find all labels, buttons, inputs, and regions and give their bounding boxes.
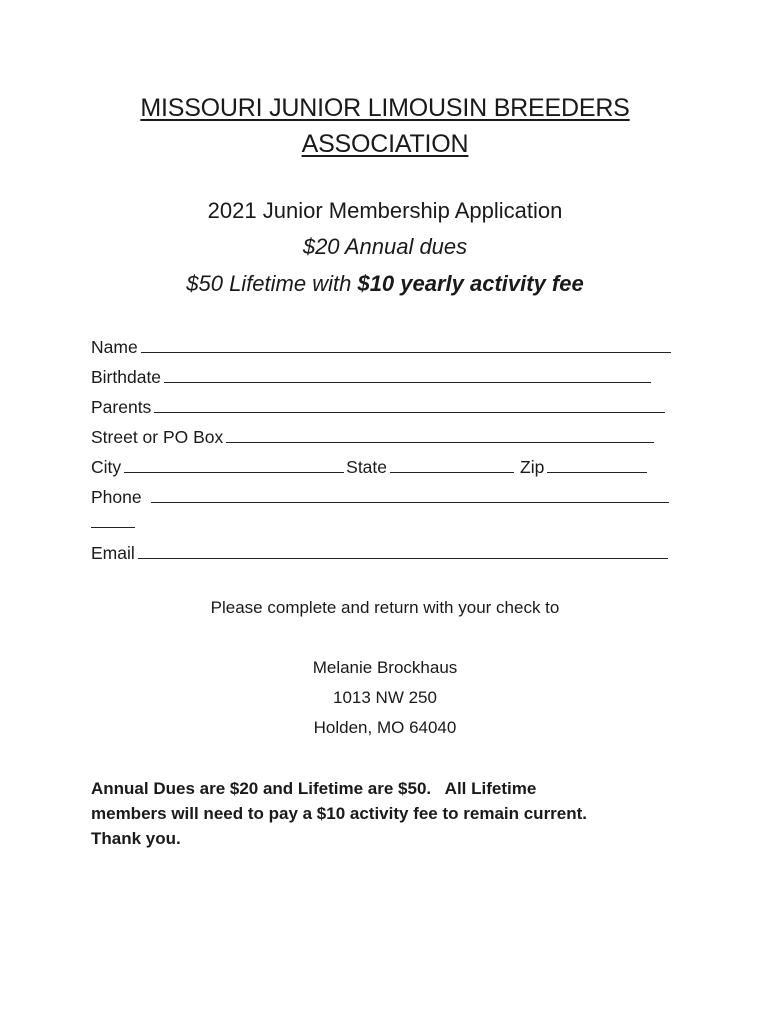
city-label: City — [91, 457, 122, 477]
street-field-row — [91, 427, 654, 448]
mailing-city: Holden, MO 64040 — [313, 718, 457, 737]
email-label: Email — [91, 543, 135, 563]
state-field[interactable] — [390, 458, 514, 473]
birthdate-label: Birthdate — [91, 367, 162, 387]
phone-field-continuation[interactable] — [91, 513, 135, 528]
name-field[interactable] — [141, 338, 671, 353]
lifetime-prefix: $50 Lifetime with — [186, 271, 358, 296]
application-heading: 2021 Junior Membership Application — [207, 198, 563, 223]
mailing-street: 1013 NW 250 — [333, 688, 437, 707]
lifetime-dues-text — [0, 271, 770, 297]
birthdate-field[interactable] — [164, 368, 651, 383]
street-label: Street or PO Box — [91, 427, 224, 447]
state-label: State — [346, 457, 388, 477]
parents-field-row — [91, 397, 665, 418]
zip-label: Zip — [520, 457, 545, 477]
zip-field[interactable] — [547, 458, 647, 473]
phone-field-continuation-row — [91, 513, 135, 528]
street-field[interactable] — [226, 428, 654, 443]
city-field[interactable] — [124, 458, 344, 473]
phone-field[interactable] — [151, 488, 669, 503]
name-field-row — [91, 337, 671, 358]
dues-note — [91, 776, 691, 851]
association-title-line1: MISSOURI JUNIOR LIMOUSIN BREEDERS — [140, 94, 630, 122]
phone-label: Phone — [91, 487, 142, 507]
lifetime-activity-fee: $10 yearly activity fee — [357, 271, 584, 296]
parents-label: Parents — [91, 397, 152, 417]
city-state-zip-row — [91, 457, 647, 478]
association-title-line2: ASSOCIATION — [301, 130, 469, 158]
dues-note-line2: members will need to pay a $10 activity fee to remain current. — [91, 804, 588, 823]
email-field-row — [91, 543, 668, 564]
parents-field[interactable] — [154, 398, 665, 413]
email-field[interactable] — [138, 544, 668, 559]
mailing-name: Melanie Brockhaus — [312, 658, 458, 677]
phone-field-row — [91, 487, 669, 508]
dues-note-line1: Annual Dues are $20 and Lifetime are $50. All Lifetime — [91, 779, 537, 798]
annual-dues-text: $20 Annual dues — [302, 234, 468, 259]
return-instructions: Please complete and return with your check to — [210, 598, 560, 617]
dues-note-line3: Thank you. — [91, 829, 181, 848]
birthdate-field-row — [91, 367, 651, 388]
name-label: Name — [91, 337, 138, 357]
